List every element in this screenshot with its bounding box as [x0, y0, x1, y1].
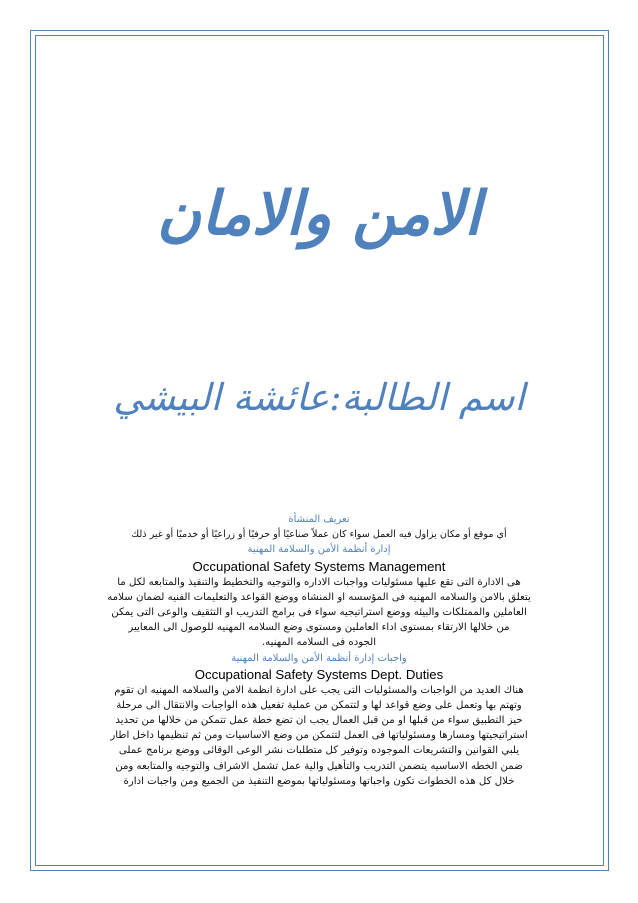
- duties-paragraph-line: يلبي القوانين والتشريعات الموجوده وتوفير كل متطلبات نشر الوعى الوقائى ووضع برنامج عملى: [118, 745, 520, 757]
- management-paragraph-line: من خلالها الارتقاء بمستوى اداء العاملين ومستوى وضع السلامه المهنيه للوصول الى المعايير: [128, 622, 510, 634]
- document-title: الامن والامان: [157, 179, 481, 249]
- management-heading-arabic: إدارة أنظمة الأمن والسلامة المهنية: [247, 544, 391, 556]
- duties-heading-english: Occupational Safety Systems Dept. Duties: [194, 666, 444, 682]
- management-paragraph-line: هى الادارة التى تقع عليها مسئوليات وواجبات الاداره والتوجيه والتخطيط والتنفيذ والمتابعه لكل ما: [117, 576, 521, 588]
- duties-paragraph-line: خلال كل هذه الخطوات تكون واجباتها ومسئولياتها بموضع التنفيذ من الجميع ومن واجبات ادارة: [123, 775, 515, 787]
- management-heading-english: Occupational Safety Systems Management: [192, 558, 446, 574]
- duties-heading-arabic: واجبات إدارة أنظمة الأمن والسلامة المهنية: [231, 652, 407, 664]
- definition-heading: تعريف المنشأة: [288, 514, 350, 525]
- management-paragraph-line: العاملين والممتلكات والبيئه ووضع استراتيجيه سواء فى برامج التدريب او التثقيف والوعى التى يمكن: [111, 606, 527, 618]
- duties-paragraph-line: استراتيجيتها ومسارها ومسئولياتها فى العمل لتتمكن من وضع الاساسيات ومن ثم تنظيمها داخل اطار: [110, 730, 528, 742]
- management-paragraph-line: يتعلق بالامن والسلامه المهنيه فى المؤسسه او المنشاه ووضع القواعد والتعليمات الفنيه لضمان سلامه: [107, 591, 531, 603]
- duties-paragraph-line: حيز التطبيق سواء من قبلها او من قبل العمال يجب ان تضع خطة عمل تتمكن من خلالها من تحديد: [115, 715, 523, 727]
- duties-paragraph-line: وتهتم بها وتعمل على وضع قواعد لها و لتتمكن من عملية تفعيل هذه الواجبات والانتقال الى مرحلة: [116, 699, 522, 711]
- student-name-line: اسم الطالبة:عائشة البيشي: [113, 376, 525, 419]
- duties-paragraph-line: ضمن الخطه الاساسيه يتضمن التدريب والتأهيل والية عمل تشمل الاشراف والتوجيه والمتابعه ومن: [115, 760, 523, 772]
- definition-text: أي موقع أو مكان يزاول فيه العمل سواء كان عملاً صناعيًا أو حرفيًا أو زراعيًا أو خدميًا أو غير ذلك: [131, 529, 507, 541]
- document-body: [88, 512, 550, 789]
- duties-paragraph-line: هناك العديد من الواجبات والمسئوليات التى يجب على ادارة انظمة الامن والسلامه المهنيه ان تقوم: [114, 684, 524, 696]
- management-paragraph-line: الجوده فى السلامه المهنيه.: [261, 637, 377, 649]
